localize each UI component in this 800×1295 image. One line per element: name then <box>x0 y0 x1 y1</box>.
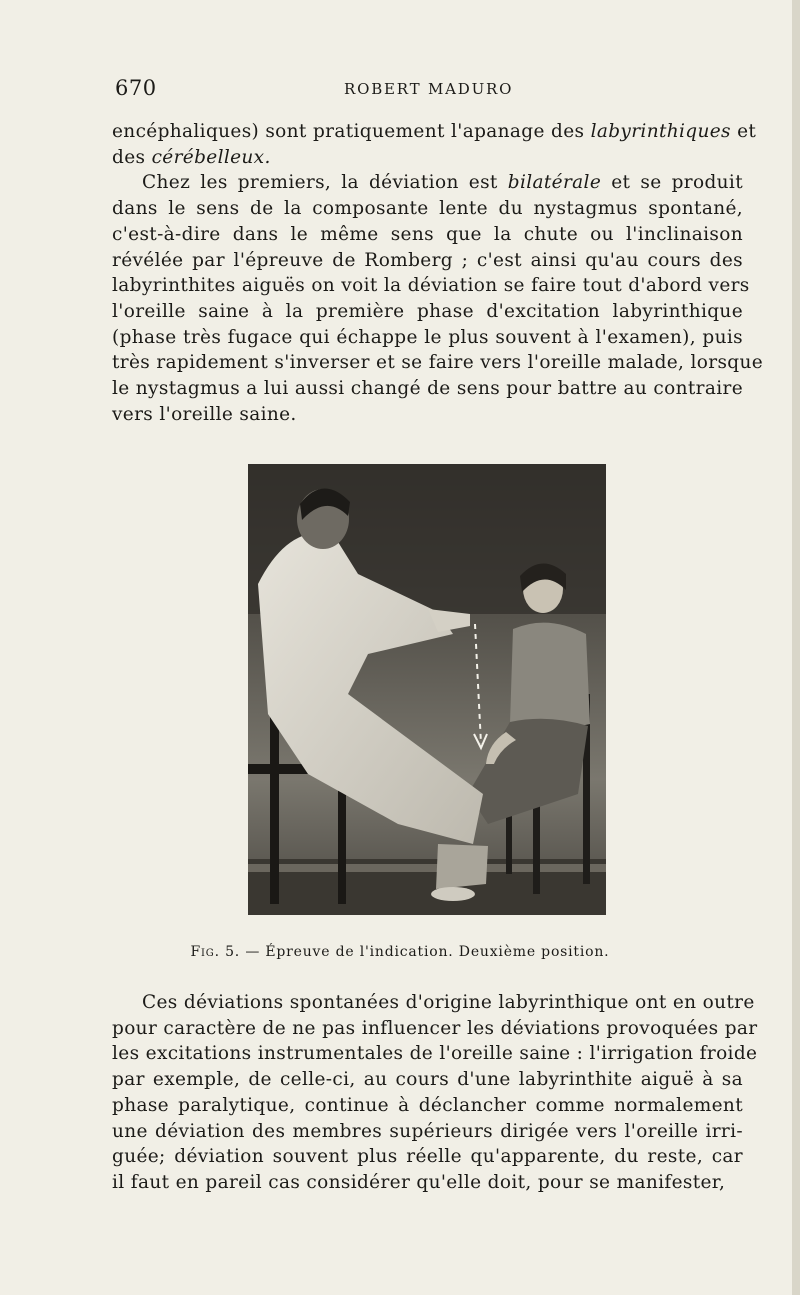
running-head: ROBERT MADURO <box>344 80 514 98</box>
text-run: le nystagmus a lui aussi changé de sens pour battre au contraire <box>112 378 743 400</box>
text-run: les excitations instrumentales de l'oreille saine : l'irrigation froide <box>112 1043 758 1065</box>
text-line <box>112 1067 743 1093</box>
text-line <box>112 402 743 428</box>
text-run: très rapidement s'inverser et se faire vers l'oreille malade, lorsque <box>112 352 764 374</box>
text-line <box>112 1016 758 1042</box>
text-line <box>112 376 743 402</box>
figure-label: Fig. 5. <box>190 944 241 960</box>
text-line <box>112 1170 743 1196</box>
text-line <box>112 1041 758 1067</box>
figure-caption <box>0 944 800 960</box>
text-line <box>112 299 743 325</box>
text-run: et <box>730 121 757 142</box>
text-run: il faut en pareil cas considérer qu'elle doit, pour se manifester, <box>112 1171 726 1193</box>
text-run: par exemple, de celle-ci, au cours d'une labyrinthite aiguë à sa <box>112 1069 743 1091</box>
paragraph-1 <box>112 119 764 427</box>
italic-run: bilatérale <box>507 172 602 194</box>
italic-run: cérébelleux. <box>151 146 271 168</box>
figure-photograph <box>248 464 606 915</box>
text-run: encéphaliques) sont pratiquement l'apanage des <box>112 121 591 142</box>
caption-dash: — <box>240 944 266 960</box>
text-line <box>112 1144 743 1170</box>
page-number: 670 <box>115 76 157 100</box>
text-line <box>112 119 757 145</box>
text-line <box>112 170 743 196</box>
text-run: guée; déviation souvent plus réelle qu'apparente, du reste, car <box>112 1146 743 1168</box>
text-line <box>112 145 743 171</box>
text-run: c'est-à-dire dans le même sens que la chute ou l'inclinaison <box>112 223 743 245</box>
photo-illustration <box>248 464 606 915</box>
italic-run: labyrinthiques <box>590 121 731 142</box>
text-run: phase paralytique, continue à déclancher comme normalement <box>112 1094 743 1116</box>
page-edge <box>792 0 800 1295</box>
text-line <box>112 1119 743 1145</box>
text-line <box>112 990 755 1016</box>
text-run: des <box>112 146 152 168</box>
text-run: labyrinthites aiguës on voit la déviation se faire tout d'abord vers <box>112 275 750 297</box>
text-run: dans le sens de la composante lente du nystagmus spontané, <box>112 198 743 220</box>
text-run: l'oreille saine à la première phase d'excitation labyrinthique <box>112 300 743 322</box>
text-run: Ces déviations spontanées d'origine labyrinthique ont en outre <box>142 992 755 1013</box>
text-line <box>112 350 764 376</box>
caption-text: Épreuve de l'indication. Deuxième position. <box>265 944 610 960</box>
text-run: pour caractère de ne pas influencer les déviations provoquées par <box>112 1017 758 1039</box>
text-run: vers l'oreille saine. <box>112 403 297 425</box>
text-line <box>112 325 743 351</box>
text-run: (phase très fugace qui échappe le plus souvent à l'examen), puis <box>112 326 743 348</box>
text-line <box>112 273 750 299</box>
text-run: révélée par l'épreuve de Romberg ; c'est ainsi qu'au cours des <box>112 249 743 271</box>
page-header <box>112 76 742 102</box>
text-line <box>112 222 743 248</box>
text-run: et se produit <box>601 172 743 194</box>
text-run: une déviation des membres supérieurs dirigée vers l'oreille irri- <box>112 1120 743 1142</box>
text-line <box>112 196 743 222</box>
text-line <box>112 1093 743 1119</box>
text-run: Chez les premiers, la déviation est <box>142 172 508 194</box>
paragraph-2 <box>112 990 758 1196</box>
text-line <box>112 248 743 274</box>
